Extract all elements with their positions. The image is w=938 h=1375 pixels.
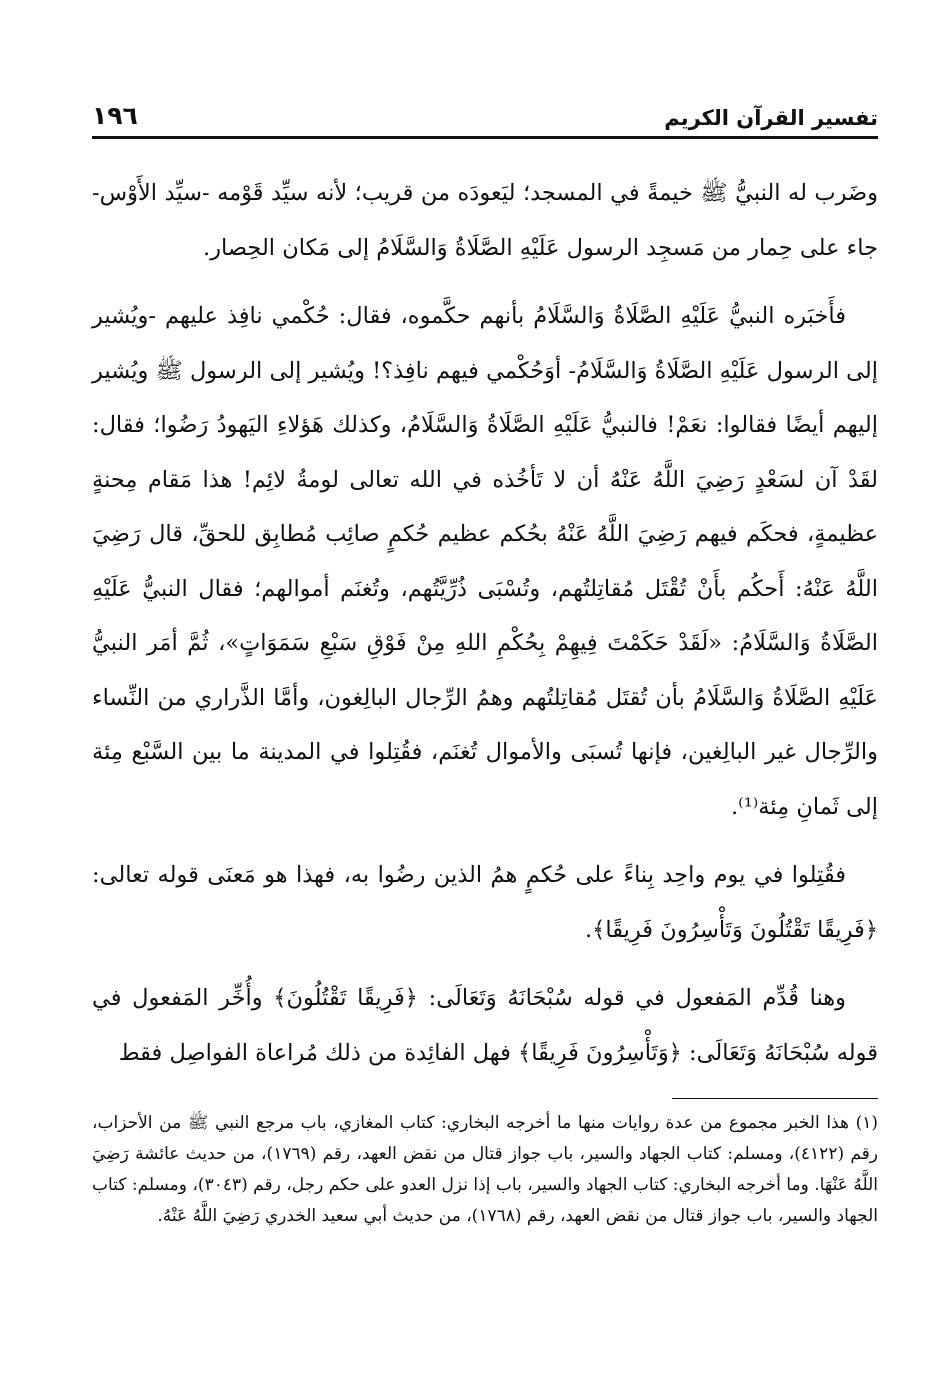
page-number: ١٩٦ — [92, 101, 138, 130]
book-title: تفسير القرآن الكريم — [664, 106, 878, 130]
paragraph: فأَخبَره النبيُّ عَلَيْهِ الصَّلَاةُ وَالسَّلَامُ بأنهم حكَّموه، فقال: حُكْمي نافِذ عليهم -ويُشير إلى الرسول عَلَيْهِ الصَّلَاةُ وَالسَّلَامُ- أوَحُكْمي فيهم نافِذ؟! ويُشير إلى الرسول ﷺ ويُشير إليهم أيضًا فقالوا: نعَمْ! فالنبيُّ عَلَيْهِ الصَّلَاةُ وَالسَّلَامُ، وكذلك هَؤلاءِ اليَهودُ رَضُوا؛ فقال: لقَدْ آن لسَعْدٍ رَضِيَ اللَّهُ عَنْهُ أن لا تَأخُذه في الله تعالى لومةُ لائِم! هذا مَقام مِحنةٍ عظيمةٍ، فحكَم فيهم رَضِيَ اللَّهُ عَنْهُ بحُكم عظيم حُكمٍ صائِب مُطابِق للحقِّ، قال رَضِيَ اللَّهُ عَنْهُ: أَحكُم بأَنْ تُقْتَل مُقاتِلتُهم، وتُسْبَى ذُرِّيَّتُهم، وتُغنَم أموالهم؛ فقال النبيُّ عَلَيْهِ الصَّلَاةُ وَالسَّلَامُ: «لَقَدْ حَكَمْتَ فِيهِمْ بِحُكْمِ اللهِ مِنْ فَوْقِ سَبْعِ سَمَوَاتٍ»، ثُمَّ أمَر النبيُّ عَلَيْهِ الصَّلَاةُ وَالسَّلَامُ بأن تُقتَل مُقاتِلتُهم وهمُ الرِّجال البالِغون، وأمَّا الذَّراري من النِّساء والرِّجال غير البالِغين، فإنها تُسبَى والأموال تُغنَم، فقُتِلوا في المدينة ما بين السَّبْع مِئة إلى ثَمانِ مِئة⁽¹⁾. — [92, 303, 878, 820]
page-header — [92, 96, 878, 130]
footnotes — [92, 1108, 878, 1232]
footnote: (١) هذا الخبر مجموع من عدة روايات منها ما أخرجه البخاري: كتاب المغازي، باب مرجع النبي ﷺ من الأحزاب، رقم (٤١٢٢)، ومسلم: كتاب الجهاد والسير، باب جواز قتال من نقض العهد، رقم (١٧٦٩)، من حديث عائشة رَضِيَ اللَّهُ عَنْهَا. وما أخرجه البخاري: كتاب الجهاد والسير، باب إذا نزل العدو على حكم رجل، رقم (٣٠٤٣)، ومسلم: كتاب الجهاد والسير، باب جواز قتال من نقض العهد، رقم (١٧٦٨)، من حديث أبي سعيد الخدري رَضِيَ اللَّهُ عَنْهُ. — [92, 1113, 879, 1226]
paragraph: وضَرب له النبيُّ ﷺ خيمةً في المسجد؛ ليَعودَه من قريب؛ لأنه سيِّد قَوْمه -سيِّد الأَوْس- جاء على حِمار من مَسجِد الرسول عَلَيْهِ الصَّلَاةُ وَالسَّلَامُ إلى مَكان الحِصار. — [92, 180, 878, 261]
paragraph: وهنا قُدِّم المَفعول في قوله سُبْحَانَهُ وَتَعَالَى: ﴿فَرِيقًا تَقْتُلُونَ﴾ وأُخِّر المَفعول في قوله سُبْحَانَهُ وَتَعَالَى: ﴿وَتَأْسِرُونَ فَرِيقًا﴾ فهل الفائِدة من ذلك مُراعاة الفواصِل فقط — [92, 985, 878, 1066]
paragraph: فقُتِلوا في يوم واحِد بِناءً على حُكمٍ همُ الذين رضُوا به، فهذا هو مَعنَى قوله تعالى: ﴿فَرِيقًا تَقْتُلُونَ وَتَأْسِرُونَ فَرِيقًا﴾. — [92, 862, 878, 943]
footnote-divider — [672, 1098, 878, 1099]
main-text — [92, 166, 878, 1094]
header-divider — [92, 136, 878, 139]
